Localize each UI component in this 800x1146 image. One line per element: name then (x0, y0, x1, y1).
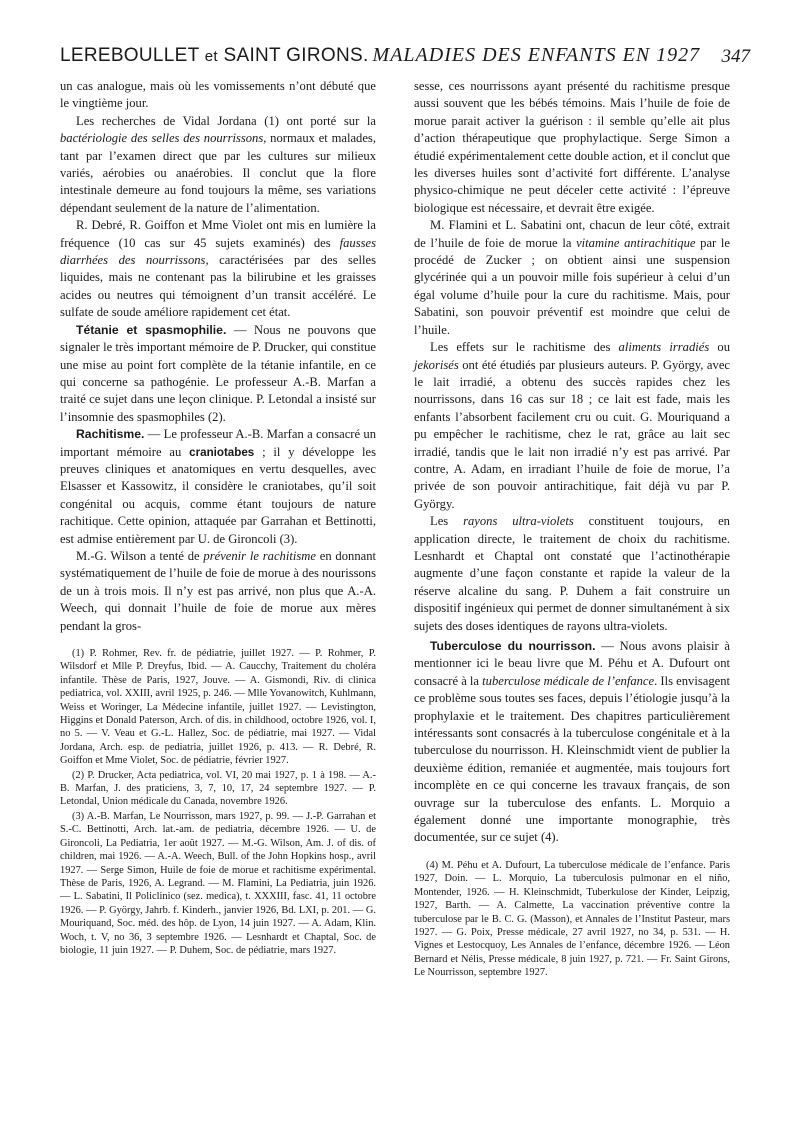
page-number: 347 (721, 46, 750, 67)
paragraph: Les recherches de Vidal Jordana (1) ont porté sur la bactériologie des selles des nourrissons, normaux et malades, tant par l’examen direct que par les cultures sur milieux variés, aérobies ou anaérobies. Il conclut que la flore intestinale demeure au fond toujours la même, ses variations dépendant seulement de la nature de l’alimentation. (60, 113, 376, 215)
right-column (414, 78, 730, 980)
section-heading: Tuberculose du nourrisson. (430, 639, 596, 653)
running-header (60, 44, 750, 74)
left-column (60, 78, 376, 957)
section-heading: Tétanie et spasmophilie. (76, 322, 227, 337)
section-heading: Rachitisme. (76, 427, 145, 442)
paragraph: un cas analogue, mais où les vomissements n’ont débuté que le vingtième jour. (60, 79, 376, 111)
paragraph: Les rayons ultra-violets constituent toujours, en application directe, le traitement de choix du rachitisme. Lesnhardt et Chaptal ont constaté que l’actinothérapie augmente d’une façon constante et rapide la valeur de la réserve alcaline du sang. P. Duhem a fait construire un dispositif ingénieux qui permet de donner simultanément à six sujets des doses identiques de rayons ultra-violets. (414, 514, 730, 633)
footnotes (414, 859, 730, 980)
paragraph: sesse, ces nourrissons ayant présenté du rachitisme presque aussi souvent que les bébés témoins. Mais l’huile de foie de morue parait activer la guérison : il semble qu’elle ait plus d’action thérapeutique que prophylactique. Serge Simon a étudié expérimentalement cette double action, et il conclut que les diverses huiles sont d’activité fort différente. L’analyse physico-chimique ne peut déceler cette activité : l’épreuve biologique est nécessaire, et devrait être exigée. (414, 79, 730, 215)
paragraph: M. Flamini et L. Sabatini ont, chacun de leur côté, extrait de l’huile de foie de morue la vitamine antirachitique par le procédé de Zucker ; on obtient ainsi une suspension glycérinée qui a un pouvoir mille fois supérieur à celui d’un égal volume d’huile pour la cure du rachitisme. Mais, pour Sabatini, son pouvoir préventif est moindre que celui de l’huile. (414, 218, 730, 337)
footnote: (1) P. Rohmer, Rev. fr. de pédiatrie, juillet 1927. — P. Rohmer, P. Wilsdorf et Mlle P. Dreyfus, Ibid. — A. Caucchy, Traitement du choléra infantile. Thèse de Paris, 1927, Jouve. — A. Gismondi, Riv. di clinica pediatrica, vol. XXIII, avril 1925, p. 246. — Mlle Yovanowitch, Kuhlmann, Weiss et Woringer, La Médecine infantile, juillet 1927. — Levistington, Higgins et Donald Paterson, Arch. of dis. in childhood, octobre 1926, vol. I, no 5. — V. Veau et G.-L. Hallez, Soc. de pédiatrie, mai 1927. — Vidal Jordana, Arch. esp. de pediatria, juillet 1926, p. 413. — R. Debré, R. Goiffon et Mme Violet, Soc. de pédiatrie, février 1927. (60, 648, 376, 767)
paragraph: R. Debré, R. Goiffon et Mme Violet ont mis en lumière la fréquence (10 cas sur 45 sujets examinés) des fausses diarrhées des nourrissons, caractérisées par des selles liquides, mais ne contenant pas la bilirubine et les graisses acides ou neutres qui témoignent d’un transit accéléré. Le sulfate de soude améliore rapidement cet état. (60, 218, 377, 320)
paragraph: Les effets sur le rachitisme des aliments irradiés ou jekorisés ont été étudiés par plusieurs auteurs. P. György, avec le lait irradié, a obtenu des succès rapides chez les nourrissons, dans 16 cas sur 18 ; ce lait est fade, mais les enfants l’absorbent facilement cru ou cuit. G. Mouriquand a pu empêcher le rachitisme, chez le rat, grâce au lait sec irradié, tandis que le lait non irradié n’y est pas arrivé. Par contre, A. Adam, en irradiant l’huile de foie de morue, l’a privée de son pouvoir antirachitique, fait déjà vu par P. György. (414, 340, 730, 511)
section-tetanie: Tétanie et spasmophilie. — Nous ne pouvons que signaler le très important mémoire de P. Drucker, qui constitue une mise au point fort complète de la tétanie infantile, en ce qui concerne sa pathogénie. Le professeur A.-B. Marfan a traité ce sujet dans une leçon clinique. P. Letondal a insisté sur l’insomnie des spasmophiles (2). (60, 322, 376, 424)
footnote: (4) M. Péhu et A. Dufourt, La tuberculose médicale de l’enfance. Paris 1927, Doin. — L. Morquio, La tuberculosis pulmonar en el niño, Montender, 1926. — H. Kleinschmidt, Tuberkulose der Kinder, Leipzig, 1927, Barth. — A. Calmette, La vaccination préventive contre la tuberculose par le B. C. G. (Masson), et Annales de l’Institut Pasteur, mars 1927. — G. Poix, Presse médicale, 27 avril 1927, no 34, p. 531. — H. Vignes et Lestocquoy, Les Annales de l’enfance, décembre 1926. — Léon Bernard et Nélis, Presse médicale, 8 juin 1927, p. 721. — Fr. Saint Girons, Le Nourrisson, septembre 1927. (414, 859, 730, 979)
section-rachitisme: Rachitisme. — Le professeur A.-B. Marfan a consacré un important mémoire au craniotabes ; il y développe les preuves cliniques et anatomiques en vertu desquelles, avec Elsasser et Kassowitz, il considère le craniotabes, qu’il soit congénital ou acquis, comme étant toujours de nature rachitique. Cette opinion, attaquée par Garrahan et Bettinotti, est admise entièrement par U. de Gironcoli (3). (60, 427, 377, 546)
footnote: (2) P. Drucker, Acta pediatrica, vol. VI, 20 mai 1927, p. 1 à 198. — A.-B. Marfan, J. des praticiens, 3, 7, 10, 17, 24 septembre 1927. — P. Letondal, Union médicale du Canada, novembre 1926. (60, 769, 376, 808)
footnotes (60, 647, 376, 957)
header-title: MALADIES DES ENFANTS EN 1927 (372, 44, 701, 66)
footnote: (3) A.-B. Marfan, Le Nourrisson, mars 1927, p. 99. — J.-P. Garrahan et S.-C. Bettinotti, Arch. lat.-am. de pediatria, décembre 1926. — U. de Gironcoli, La Pediatria, 1er août 1927. — M.-G. Wilson, Am. J. of dis. of children, mai 1926. — A.-A. Weech, Bull. of the John Hopkins hosp., avril 1927. — Serge Simon, Huile de foie de morue et rachitisme expérimental. Thèse de Paris, 1926, A. Legrand. — M. Flamini, La Pediatria, juin 1926. — L. Sabatini, Il Policlinico (sez. medica), t. XXXIII, fasc. 41, 11 octobre 1926. — P. György, Jahrb. f. Kinderh., janvier 1926, Bd. LXI, p. 201. — G. Mouriquand, Soc. méd. des hôp. de Lyon, 14 juin 1927. — A. Adam, Klin. Woch, t. V, no 36, 3 septembre 1926. — Lesnhardt et Chaptal, Soc. de biologie, 11 juin 1927. — P. Duhem, Soc. de pédiatrie, mars 1927. (60, 810, 376, 956)
header-authors: LEREBOULLET et SAINT GIRONS. (60, 45, 369, 66)
section-tuberculose: Tuberculose du nourrisson. — Nous avons plaisir à mentionner ici le beau livre que M. Péhu et A. Dufourt ont consacré à la tuberculose médicale de l’enfance. Ils envisagent ce problème sous toutes ses faces, depuis l’étiologie jusqu’à la prophylaxie et le traitement. Des chapitres particulièrement intéressants sont consacrés à la tuberculose congénitale et à la tuberculose du nourrisson. H. Kleinschmidt vient de publier la deuxième édition, remaniée et augmentée, mais toujours fort incomplète en ce qui concerne les travaux français, de son ouvrage sur la tuberculose des enfants. L. Morquio a également donné une importante monographie, très documentée, sur ce sujet (4). (414, 639, 731, 845)
paragraph: M.-G. Wilson a tenté de prévenir le rachitisme en donnant systématiquement de l’huile de foie de morue à des nourissons de un à trois mois. Il n’y est pas arrivé, non plus que A.-A. Weech, qui donnait l’huile de foie de morue aux mères pendant la gros- (60, 548, 377, 633)
